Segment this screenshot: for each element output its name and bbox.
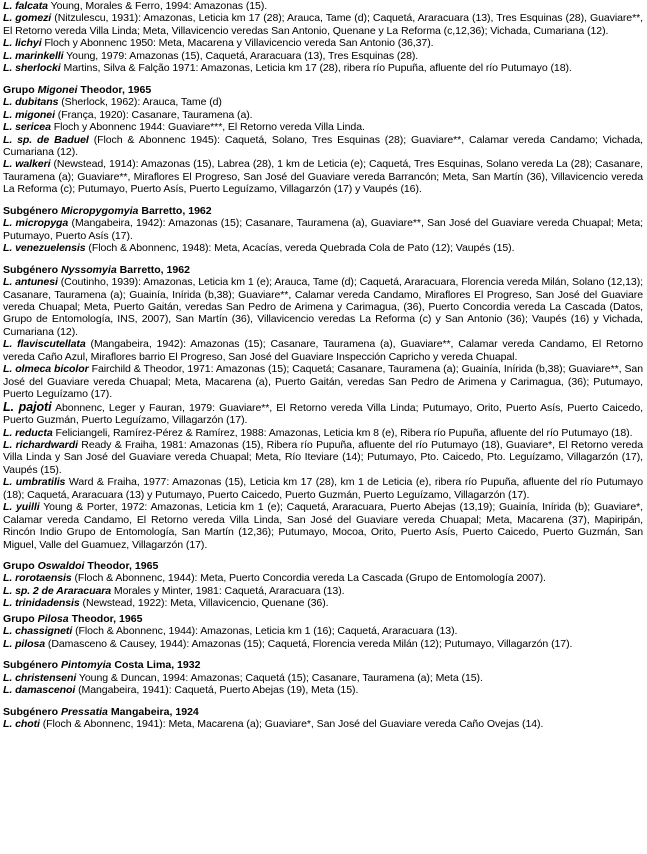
species-name: L. reducta xyxy=(3,426,53,439)
heading-prefix: Grupo xyxy=(3,83,38,96)
species-name: L. choti xyxy=(3,718,40,731)
species-entry xyxy=(3,501,643,551)
heading-author: Costa Lima, 1932 xyxy=(111,659,201,672)
section-heading xyxy=(3,560,643,572)
species-distribution: Floch y Abonnenc 1950: Meta, Macarena y Villavicencio vereda San Antonio (36,37). xyxy=(41,37,434,50)
species-entry xyxy=(3,401,643,427)
species-entry xyxy=(3,276,643,338)
species-entry xyxy=(3,96,643,108)
species-name: L. trinidadensis xyxy=(3,597,80,610)
species-entry xyxy=(3,217,643,242)
heading-taxon-name: Oswaldoi xyxy=(37,560,85,573)
heading-taxon-name: Pressatia xyxy=(61,705,108,718)
species-entry xyxy=(3,476,643,501)
section-heading xyxy=(3,264,643,276)
species-entry xyxy=(3,158,643,195)
species-entry xyxy=(3,363,643,400)
species-distribution: Ward & Fraiha, 1977: Amazonas (15), Leticia km 17 (28), km 1 de Leticia (e), ribera río Pupuña, afluente del río Putumayo (18); Caquetá, Araracuara (13) y Putumayo, Puerto Caicedo, Puerto Guzmán, Puerto Leguízamo, Villagarzón (17). xyxy=(3,476,643,501)
species-entry xyxy=(3,109,643,121)
species-name: L. sericea xyxy=(3,121,51,134)
species-distribution: (Mangabeira, 1942): Amazonas (15); Casanare, Tauramena (a), Guaviare**, San José del Guaviare vereda Chuapal; Meta; Putumayo, Puerto Asís (17). xyxy=(3,217,644,242)
species-entry xyxy=(3,625,643,637)
species-entry xyxy=(3,684,643,696)
species-distribution: (Newstead, 1922): Meta, Villavicencio, Quenane (36). xyxy=(79,597,329,610)
species-distribution: (Floch & Abonnenc 1945): Caquetá, Solano, Tres Esquinas (28); Guaviare**, Calamar vereda Candamo; Vichada, Cumariana (12). xyxy=(3,133,643,158)
species-name: L. micropyga xyxy=(3,217,69,230)
species-name: L. olmeca bicolor xyxy=(3,363,89,376)
species-entry xyxy=(3,597,643,609)
species-distribution: (Mangabeira, 1941): Caquetá, Puerto Abejas (19), Meta (15). xyxy=(75,684,359,697)
taxon-section xyxy=(3,264,643,551)
heading-author: Barretto, 1962 xyxy=(116,263,190,276)
species-distribution: Young, 1979: Amazonas (15), Caquetá, Araracuara (13), Tres Esquinas (28). xyxy=(63,49,419,62)
species-name: L. venezuelensis xyxy=(3,242,86,255)
heading-prefix: Subgénero xyxy=(3,204,62,217)
section-heading xyxy=(3,659,643,671)
heading-author: Theodor, 1965 xyxy=(68,612,143,625)
species-name: L. flaviscutellata xyxy=(3,338,86,351)
species-distribution: Ready & Fraiha, 1981: Amazonas (15), Ribera río Pupuña, afluente del río Putumayo (18), Guaviare*, El Retorno vereda Villa Linda y San José del Guaviare vereda Chuapal; Meta, Río Iteviare (14); Putumayo, Pto. Caicedo, Pto. Leguízamo, Villagarzón (17), Vaupés (15). xyxy=(3,438,643,476)
species-name: L. richardwardi xyxy=(3,438,78,451)
species-entry xyxy=(3,50,643,62)
species-name: L. antunesi xyxy=(3,276,58,289)
species-entry xyxy=(3,134,643,159)
species-distribution: Fairchild & Theodor, 1971: Amazonas (15); Caquetá; Casanare, Tauramena (a); Guainía, Inírida (b,38); Guaviare**, San José del Guaviare vereda Chuapal; Meta, Macarena (a), Puerto Gaitán, veredas San Pedro de Arimena y Carimagua, (36); Putumayo, Puerto Leguízamo (17). xyxy=(3,363,643,401)
species-name: L. umbratilis xyxy=(3,476,66,489)
species-entry xyxy=(3,62,643,74)
species-entry xyxy=(3,12,643,37)
species-entry xyxy=(3,338,643,363)
species-name: L. sp. 2 de Araracuara xyxy=(3,584,112,597)
species-distribution: (Newstead, 1914): Amazonas (15), Labrea (28), 1 km de Leticia (e); Caquetá, Tres Esquinas, Solano vereda La (28); Casanare, Tauramena (a); Guaviare**, Miraflores El Progreso, San José del Guaviare vereda Barrancón; Meta, San Martín (36), Villavicencio vereda La Reforma (c); Putumayo, Puerto Asís, Puerto Leguízamo, Villagarzón (17) y Vaupés (16). xyxy=(3,158,643,196)
taxon-section xyxy=(3,0,643,75)
species-name: L. chassigneti xyxy=(3,625,73,638)
heading-prefix: Subgénero xyxy=(3,705,62,718)
species-distribution: (Floch & Abonnenc, 1944): Meta, Puerto Concordia vereda La Cascada (Grupo de Entomología 2007). xyxy=(71,572,546,585)
heading-prefix: Subgénero xyxy=(3,263,62,276)
heading-taxon-name: Pintomyia xyxy=(61,659,112,672)
heading-prefix: Grupo xyxy=(3,612,38,625)
species-entry xyxy=(3,121,643,133)
species-name: L. pajoti xyxy=(3,399,52,414)
taxon-section xyxy=(3,84,643,196)
species-distribution: Young, Morales & Ferro, 1994: Amazonas (15). xyxy=(47,0,268,12)
species-name: L. dubitans xyxy=(3,96,59,109)
species-entry xyxy=(3,242,643,254)
species-distribution: (Damasceno & Causey, 1944): Amazonas (15); Caquetá, Florencia vereda Milán (12); Putumayo, Villagarzón (17). xyxy=(45,637,573,650)
heading-prefix: Grupo xyxy=(3,560,38,573)
species-name: L. sp. de Baduel xyxy=(3,133,89,146)
document-page xyxy=(3,0,643,730)
species-entry xyxy=(3,585,643,597)
species-entry xyxy=(3,672,643,684)
taxon-section xyxy=(3,560,643,610)
species-distribution: Feliciangeli, Ramírez-Pérez & Ramírez, 1988: Amazonas, Leticia km 8 (e), Ribera río Pupuña, afluente del río Putumayo (18). xyxy=(52,426,633,439)
species-distribution: (Mangabeira, 1942): Amazonas (15); Casanare, Tauramena (a), Guaviare**, Calamar vereda Candamo, El Retorno vereda Caño Azul, Miraflores barrio El Progreso, San José del Guaviare Inspección Caprichо y vereda Chuapal. xyxy=(3,338,643,363)
species-name: L. lichyi xyxy=(3,37,42,50)
species-name: L. pilosa xyxy=(3,637,46,650)
species-distribution: (Floch & Abonnenc, 1944): Amazonas, Leticia km 1 (16); Caquetá, Araracuara (13). xyxy=(72,625,458,638)
species-distribution: (França, 1920): Casanare, Tauramena (a). xyxy=(54,108,253,121)
species-name: L. marinkelli xyxy=(3,49,64,62)
heading-author: Mangabeira, 1924 xyxy=(107,705,199,718)
species-name: L. christenseni xyxy=(3,671,77,684)
species-entry xyxy=(3,638,643,650)
species-distribution: (Sherlock, 1962): Arauca, Tame (d) xyxy=(58,96,222,109)
section-heading xyxy=(3,706,643,718)
species-entry xyxy=(3,37,643,49)
taxon-section xyxy=(3,205,643,255)
species-distribution: Young & Porter, 1972: Amazonas, Leticia km 1 (e); Caquetá, Araracuara, Puerto Abejas (13,19); Guainía, Inírida (b); Guaviare*, Calamar vereda Candamo, El Retorno vereda Villa Linda, San José del Guaviare vereda Chuapal; Meta, Macarena (37), Mapiripán, Rincón Indio Grupo de Entomología, San Martín (12,36); Putumayo, Mocoa, Orito, Puerto Asís, Puerto Caicedo, Puerto Guzmán, San Miguel, Valle del Guamuez, Villagarzón (17). xyxy=(3,501,643,551)
species-name: L. migonei xyxy=(3,108,55,121)
species-name: L. walkeri xyxy=(3,158,51,171)
heading-author: Barretto, 1962 xyxy=(138,204,212,217)
section-heading xyxy=(3,205,643,217)
species-distribution: Young & Duncan, 1994: Amazonas; Caquetá (15); Casanare, Tauramena (a); Meta (15). xyxy=(76,671,483,684)
taxon-section xyxy=(3,659,643,696)
species-name: L. sherlocki xyxy=(3,62,61,75)
species-name: L. rorotaensis xyxy=(3,572,72,585)
species-distribution: (Floch & Abonnenc, 1941): Meta, Macarena (a); Guaviare*, San José del Guaviare vereda Caño Ovejas (14). xyxy=(39,718,544,731)
species-distribution: (Coutinho, 1939): Amazonas, Leticia km 1 (e); Arauca, Tame (d); Caquetá, Araracuara, Florencia vereda Milán, Solano (12,13); Casanare, Tauramena (a); Guainía, Inírida (b,38); Guaviare**, Calamar vereda Candamo, Miraflores El Progreso, San José del Guaviare vereda Chuapal; Meta, Puerto Gaitán, veredas San Pedro de Arimena y Carimagua, (36), Puerto Concordia vereda La Cascada (Datos, Grupo de Entomología, INS, 2007), San Martín (36), Villavicencio veredas La Reforma (c) y San Antonio (36); Vaupés (16) y Vichada, Cumariana (12). xyxy=(3,276,643,338)
taxon-section xyxy=(3,706,643,731)
heading-prefix: Subgénero xyxy=(3,659,62,672)
species-entry xyxy=(3,439,643,476)
species-name: L. yuilli xyxy=(3,501,40,514)
taxon-section xyxy=(3,613,643,650)
heading-taxon-name: Pilosa xyxy=(37,612,69,625)
species-distribution: Martins, Silva & Falção 1971: Amazonas, Leticia km 17 (28), ribera río Pupuña, afluente del río Putumayo (18). xyxy=(60,62,572,75)
species-distribution: Floch y Abonnenc 1944: Guaviare***, El Retorno vereda Villa Linda. xyxy=(50,121,365,134)
heading-author: Theodor, 1965 xyxy=(77,83,152,96)
heading-taxon-name: Micropygomyia xyxy=(61,204,139,217)
species-entry xyxy=(3,0,643,12)
heading-taxon-name: Nyssomyia xyxy=(61,263,117,276)
species-distribution: (Nitzulescu, 1931): Amazonas, Leticia km 17 (28); Arauca, Tame (d); Caquetá, Araracuara (13), Tres Esquinas (28), Guaviare**, El Retorno vereda Villa Linda; Meta, Villavicencio veredas San Antonio, Quenane y La Reforma (c,12,36); Vichada, Cumariana (12). xyxy=(3,12,643,37)
heading-taxon-name: Migonei xyxy=(37,83,78,96)
section-heading xyxy=(3,84,643,96)
species-entry xyxy=(3,427,643,439)
heading-author: Theodor, 1965 xyxy=(84,560,159,573)
species-distribution: Abonnenc, Leger y Fauran, 1979: Guaviare**, El Retorno vereda Villa Linda; Putumayo, Orito, Puerto Asís, Puerto Caicedo, Puerto Guzmán, Puerto Leguízamo, Villagarzón (17). xyxy=(3,401,643,427)
section-heading xyxy=(3,613,643,625)
species-name: L. gomezi xyxy=(3,12,52,25)
species-entry xyxy=(3,572,643,584)
species-name: L. falcata xyxy=(3,0,48,12)
species-distribution: (Floch & Abonnenc, 1948): Meta, Acacías, vereda Quebrada Cola de Pato (12); Vaupés (15). xyxy=(85,242,515,255)
species-distribution: Morales y Minter, 1981: Caquetá, Araracuara (13). xyxy=(111,584,345,597)
species-entry xyxy=(3,718,643,730)
species-name: L. damascenoi xyxy=(3,684,76,697)
